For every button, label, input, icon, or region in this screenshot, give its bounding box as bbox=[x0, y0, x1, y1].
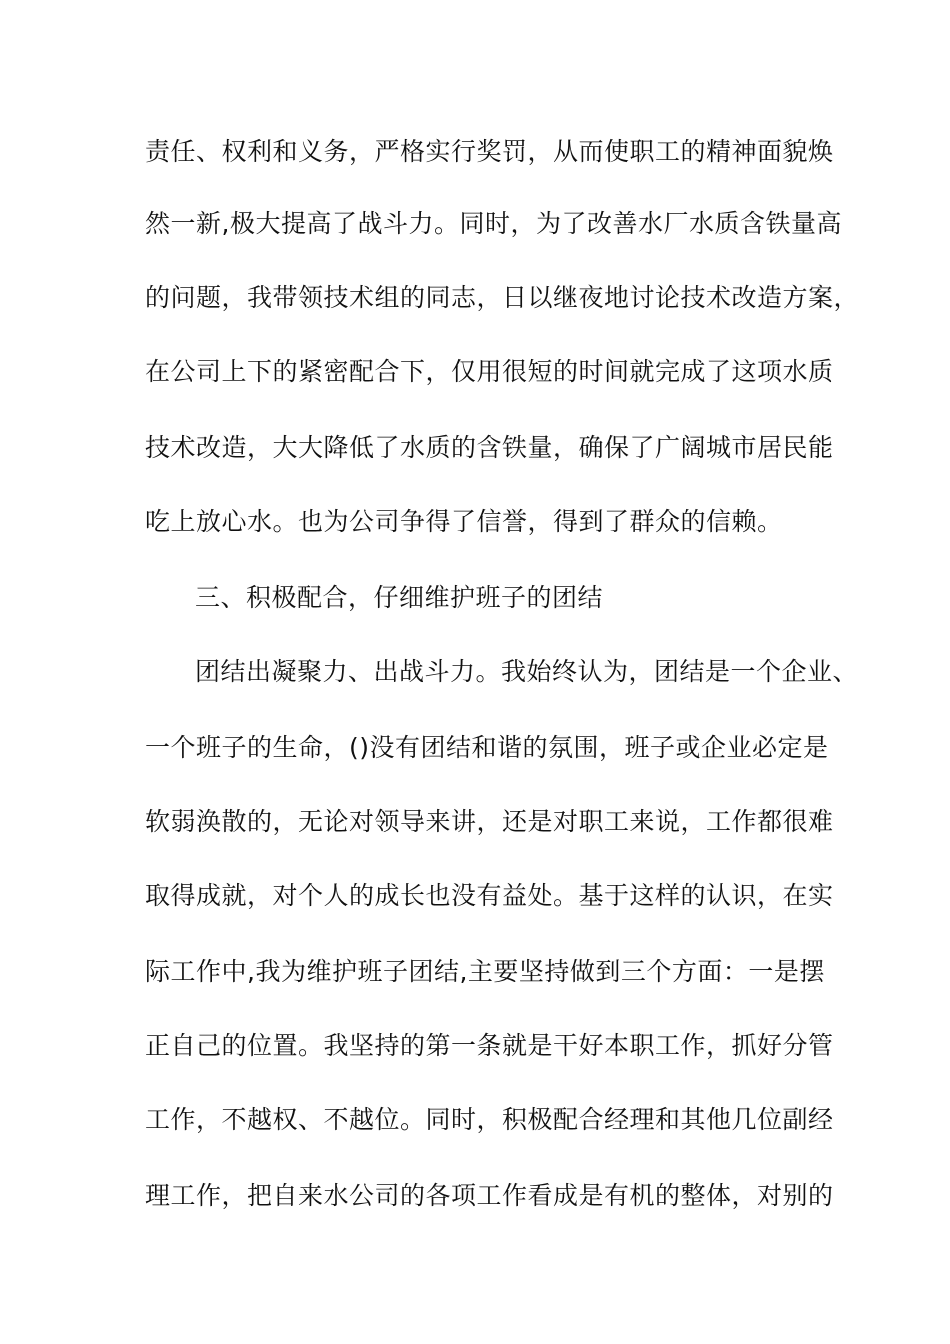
text-line: 的问题，我带领技术组的同志，日以继夜地讨论技术改造方案， bbox=[145, 283, 860, 312]
text-line: 正自己的位置。我坚持的第一条就是干好本职工作，抓好分管 bbox=[145, 1031, 834, 1060]
text-line: 理工作，把自来水公司的各项工作看成是有机的整体，对别的 bbox=[145, 1181, 834, 1210]
text-line: 一个班子的生命，()没有团结和谐的氛围，班子或企业必定是 bbox=[145, 733, 829, 762]
text-line: 吃上放心水。也为公司争得了信誉，得到了群众的信赖。 bbox=[145, 507, 783, 536]
text-line: 软弱涣散的，无论对领导来讲，还是对职工来说，工作都很难 bbox=[145, 807, 834, 836]
text-line: 然一新,极大提高了战斗力。同时，为了改善水厂水质含铁量高 bbox=[145, 209, 842, 238]
text-line: 在公司上下的紧密配合下，仅用很短的时间就完成了这项水质 bbox=[145, 357, 834, 386]
section-heading: 三、积极配合，仔细维护班子的团结 bbox=[195, 583, 604, 612]
text-line: 工作，不越权、不越位。同时，积极配合经理和其他几位副经 bbox=[145, 1105, 834, 1134]
text-line: 取得成就，对个人的成长也没有益处。基于这样的认识，在实 bbox=[145, 881, 834, 910]
text-line: 际工作中,我为维护班子团结,主要坚持做到三个方面：一是摆 bbox=[145, 957, 825, 986]
text-line: 团结出凝聚力、出战斗力。我始终认为，团结是一个企业、 bbox=[195, 657, 859, 686]
text-line: 责任、权利和义务，严格实行奖罚，从而使职工的精神面貌焕 bbox=[145, 137, 834, 166]
text-line: 技术改造，大大降低了水质的含铁量，确保了广阔城市居民能 bbox=[145, 433, 834, 462]
